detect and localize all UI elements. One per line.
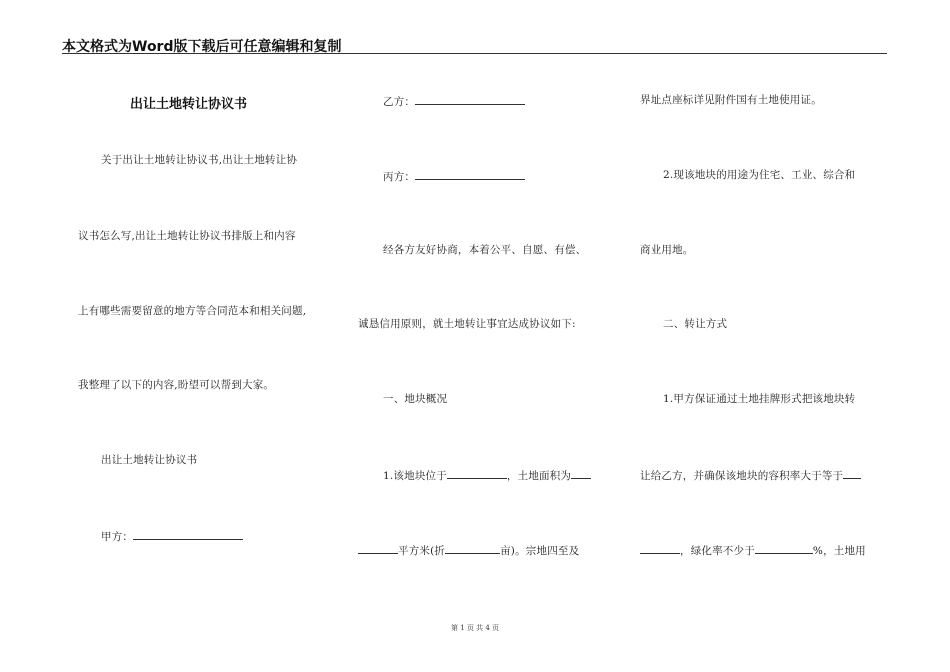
col1-line-5: 出让土地转让协议书 [101, 454, 198, 466]
plot-ratio-blank-2 [640, 542, 680, 554]
section-2-heading: 二、转让方式 [663, 318, 728, 330]
sqm-label: 平方米(折 [398, 545, 446, 557]
sqm-blank [358, 542, 398, 554]
plot-ratio-label: 让给乙方，并确保该地块的容积率大于等于 [640, 470, 844, 482]
col1-line-2: 议书怎么写,出让土地转让协议书排版上和内容 [78, 230, 296, 242]
mu-label: 亩)。宗地四至及 [500, 545, 580, 557]
page-number: 第 1 页 共 4 页 [450, 624, 500, 632]
col3-line-1: 界址点座标详见附件国有土地使用证。 [640, 94, 822, 106]
document-title: 出让土地转让协议书 [130, 97, 248, 112]
section-1-heading: 一、地块概况 [383, 393, 448, 405]
col1-line-1: 关于出让土地转让协议书,出让土地转让协 [101, 154, 298, 166]
land-use-label: %，土地用 [812, 545, 866, 557]
col2-line-6 [383, 467, 591, 483]
col3-line-6 [640, 467, 861, 483]
col3-line-7 [640, 542, 866, 558]
party-b-line [383, 93, 525, 109]
col1-line-3: 上有哪些需要留意的地方等合同范本和相关问题, [78, 305, 307, 317]
col2-line-3: 经各方友好协商，本着公平、自愿、有偿、 [383, 244, 587, 256]
col3-line-5: 1.甲方保证通过土地挂牌形式把该地块转 [663, 393, 856, 405]
mu-blank [445, 542, 500, 554]
location-label: 1.该地块位于 [383, 470, 447, 482]
col3-line-2: 2.现该地块的用途为住宅、工业、综合和 [663, 169, 856, 181]
party-c-label: 丙方： [383, 171, 416, 183]
col3-line-3: 商业用地。 [640, 244, 694, 256]
party-a-line [101, 528, 243, 544]
party-c-blank [415, 168, 525, 180]
area-blank [571, 467, 591, 479]
plot-ratio-blank [843, 467, 861, 479]
header-divider [62, 53, 887, 54]
party-c-line [383, 168, 525, 184]
area-label: ，土地面积为 [506, 470, 572, 482]
green-ratio-blank [755, 542, 813, 554]
col1-line-4: 我整理了以下的内容,盼望可以帮到大家。 [78, 379, 275, 391]
location-blank [447, 467, 507, 479]
party-a-blank [133, 528, 243, 540]
col2-line-7 [358, 542, 579, 558]
green-ratio-label: ，绿化率不少于 [680, 545, 755, 557]
party-b-label: 乙方： [383, 96, 416, 108]
party-a-label: 甲方： [101, 531, 134, 543]
party-b-blank [415, 93, 525, 105]
document-header: 本文格式为Word版下载后可任意编辑和复制 [62, 39, 342, 55]
col2-line-4: 诚恳信用原则，就土地转让事宜达成协议如下: [358, 318, 576, 330]
